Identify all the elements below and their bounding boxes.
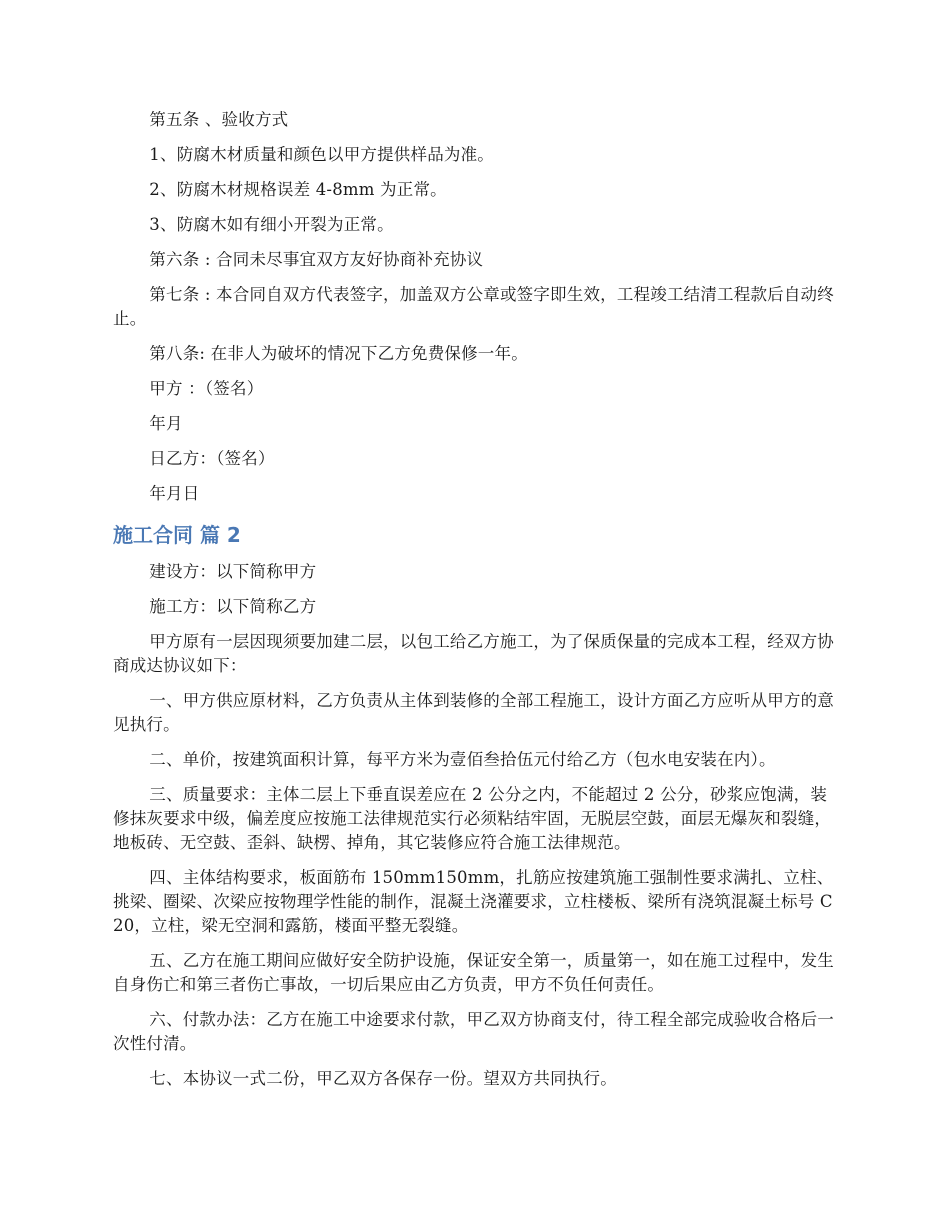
builder-party: 建设方：以下简称甲方 [149,562,317,581]
clause-7: 第七条 : 本合同自双方代表签字，加盖双方公章或签字即生效，工程竣工结清工程款后自动终止。 [113,285,834,328]
clause-5-item-2: 2、防腐木材规格误差 4-8mm 为正常。 [149,180,447,199]
term-3: 三、质量要求：主体二层上下垂直误差应在 2 公分之内，不能超过 2 公分，砂浆应饱满，装修抹灰要求中级，偏差度应按施工法律规范实行必须粘结牢固，无脱层空鼓，面层无爆灰和裂缝，地板砖、无空鼓、歪斜、缺楞、掉角，其它装修应符合施工法律规范。 [113,785,832,852]
date-line-1: 年月 [149,414,183,433]
term-1: 一、甲方供应原材料，乙方负责从主体到装修的全部工程施工，设计方面乙方应听从甲方的意见执行。 [113,691,834,734]
clause-6: 第六条 : 合同未尽事宜双方友好协商补充协议 [149,250,484,269]
clause-8: 第八条: 在非人为破坏的情况下乙方免费保修一年。 [149,344,528,363]
party-b-signature: 日乙方：（签名） [149,449,275,468]
term-5: 五、乙方在施工期间应做好安全防护设施，保证安全第一，质量第一，如在施工过程中，发生自身伤亡和第三者伤亡事故，一切后果应由乙方负责，甲方不负任何责任。 [113,951,834,994]
term-2: 二、单价，按建筑面积计算，每平方米为壹佰叁拾伍元付给乙方（包水电安装在内）。 [149,750,776,769]
preamble: 甲方原有一层因现须要加建二层，以包工给乙方施工，为了保质保量的完成本工程，经双方协商成达协议如下： [113,632,834,675]
term-4: 四、主体结构要求，板面筋布 150mm150mm，扎筋应按建筑施工强制性要求满扎、立柱、挑梁、圈梁、次梁应按物理学性能的制作，混凝土浇灌要求，立柱楼板、梁所有浇筑混凝土标号 C20，立柱，梁无空洞和露筋，楼面平整无裂缝。 [113,868,834,935]
section-heading: 施工合同 篇 2 [113,523,241,547]
clause-5-title: 第五条 、验收方式 [149,110,289,129]
clause-5-item-1: 1、防腐木材质量和颜色以甲方提供样品为准。 [149,145,494,164]
contractor-party: 施工方：以下简称乙方 [149,597,317,616]
date-line-2: 年月日 [149,484,200,503]
term-7: 七、本协议一式二份，甲乙双方各保存一份。望双方共同执行。 [149,1069,617,1088]
clause-5-item-3: 3、防腐木如有细小开裂为正常。 [149,215,394,234]
document-page [113,108,838,1102]
party-a-signature: 甲方 ：（签名） [149,379,264,398]
term-6: 六、付款办法：乙方在施工中途要求付款，甲乙双方协商支付，待工程全部完成验收合格后一次性付清。 [113,1010,834,1053]
